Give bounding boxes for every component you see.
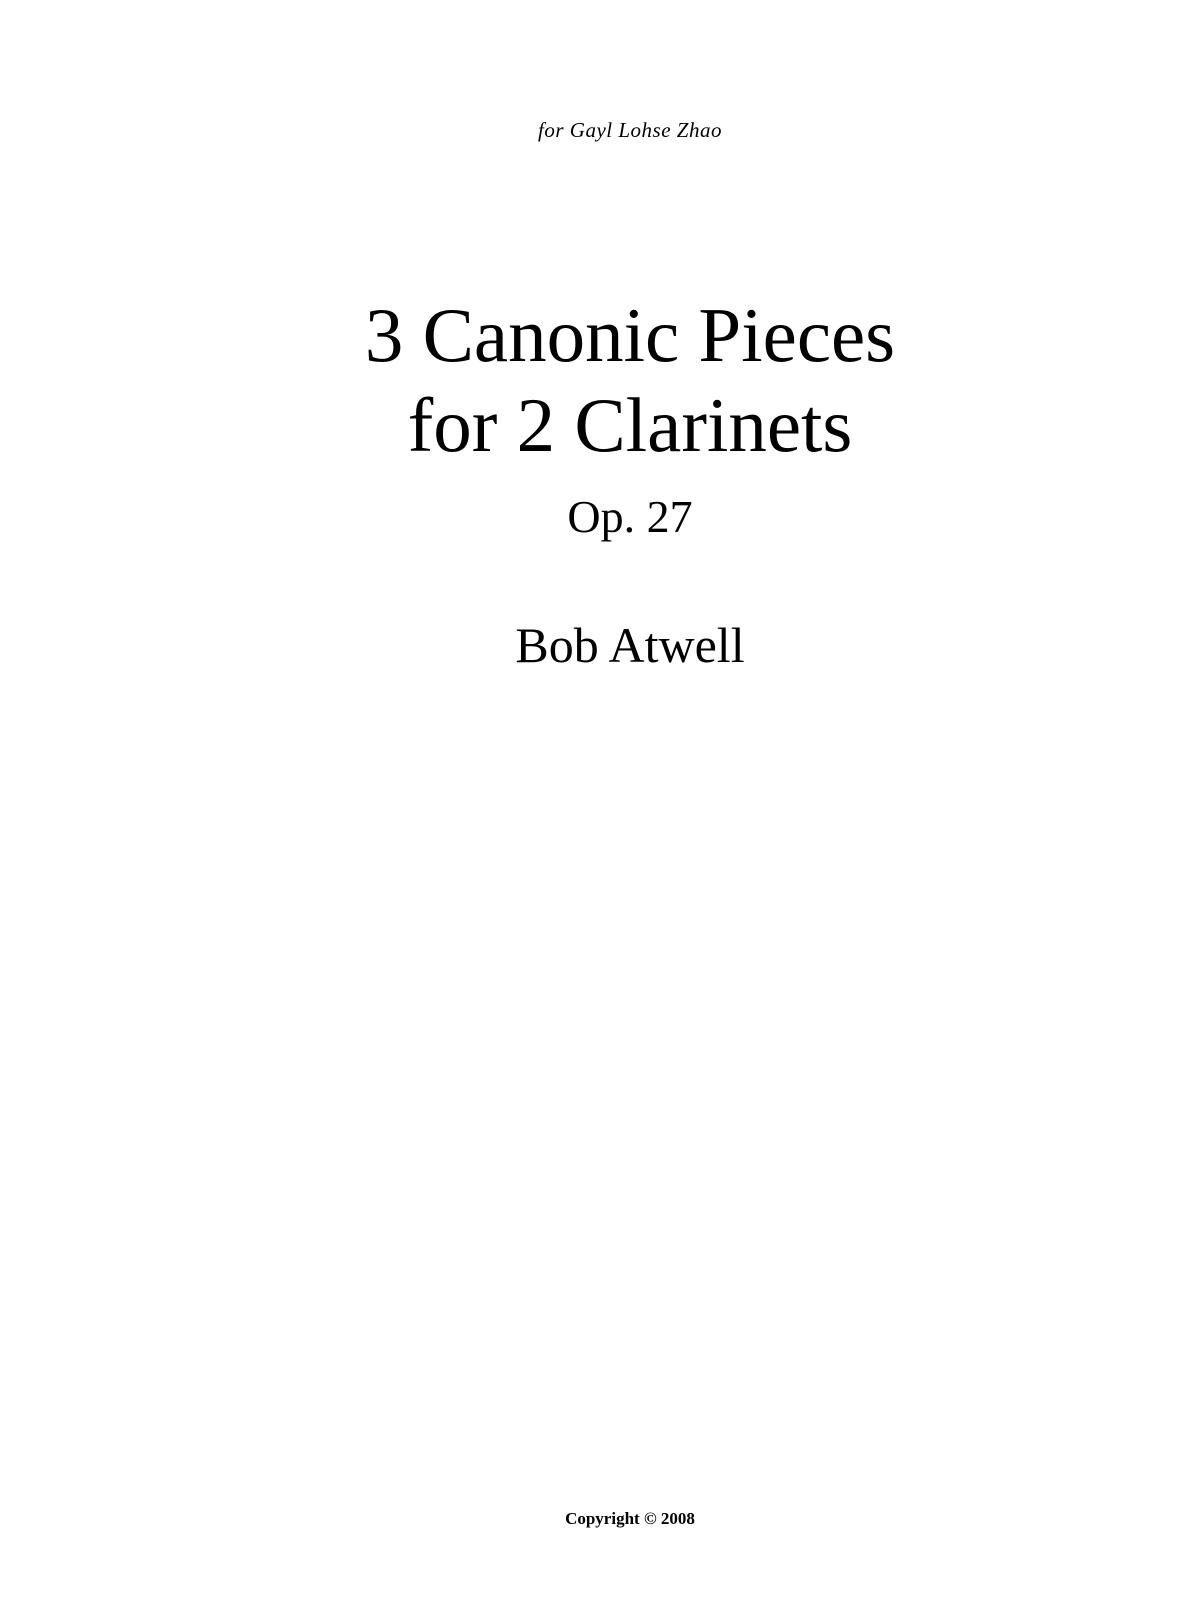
opus-number: Op. 27 <box>567 491 693 542</box>
work-title-line2: for 2 Clarinets <box>407 382 853 468</box>
work-title-line1: 3 Canonic Pieces <box>364 292 896 378</box>
copyright-notice: Copyright © 2008 <box>565 1509 695 1528</box>
work-title <box>60 290 1200 470</box>
composer-name: Bob Atwell <box>515 617 745 673</box>
dedication-text: for Gayl Lohse Zhao <box>538 118 722 142</box>
